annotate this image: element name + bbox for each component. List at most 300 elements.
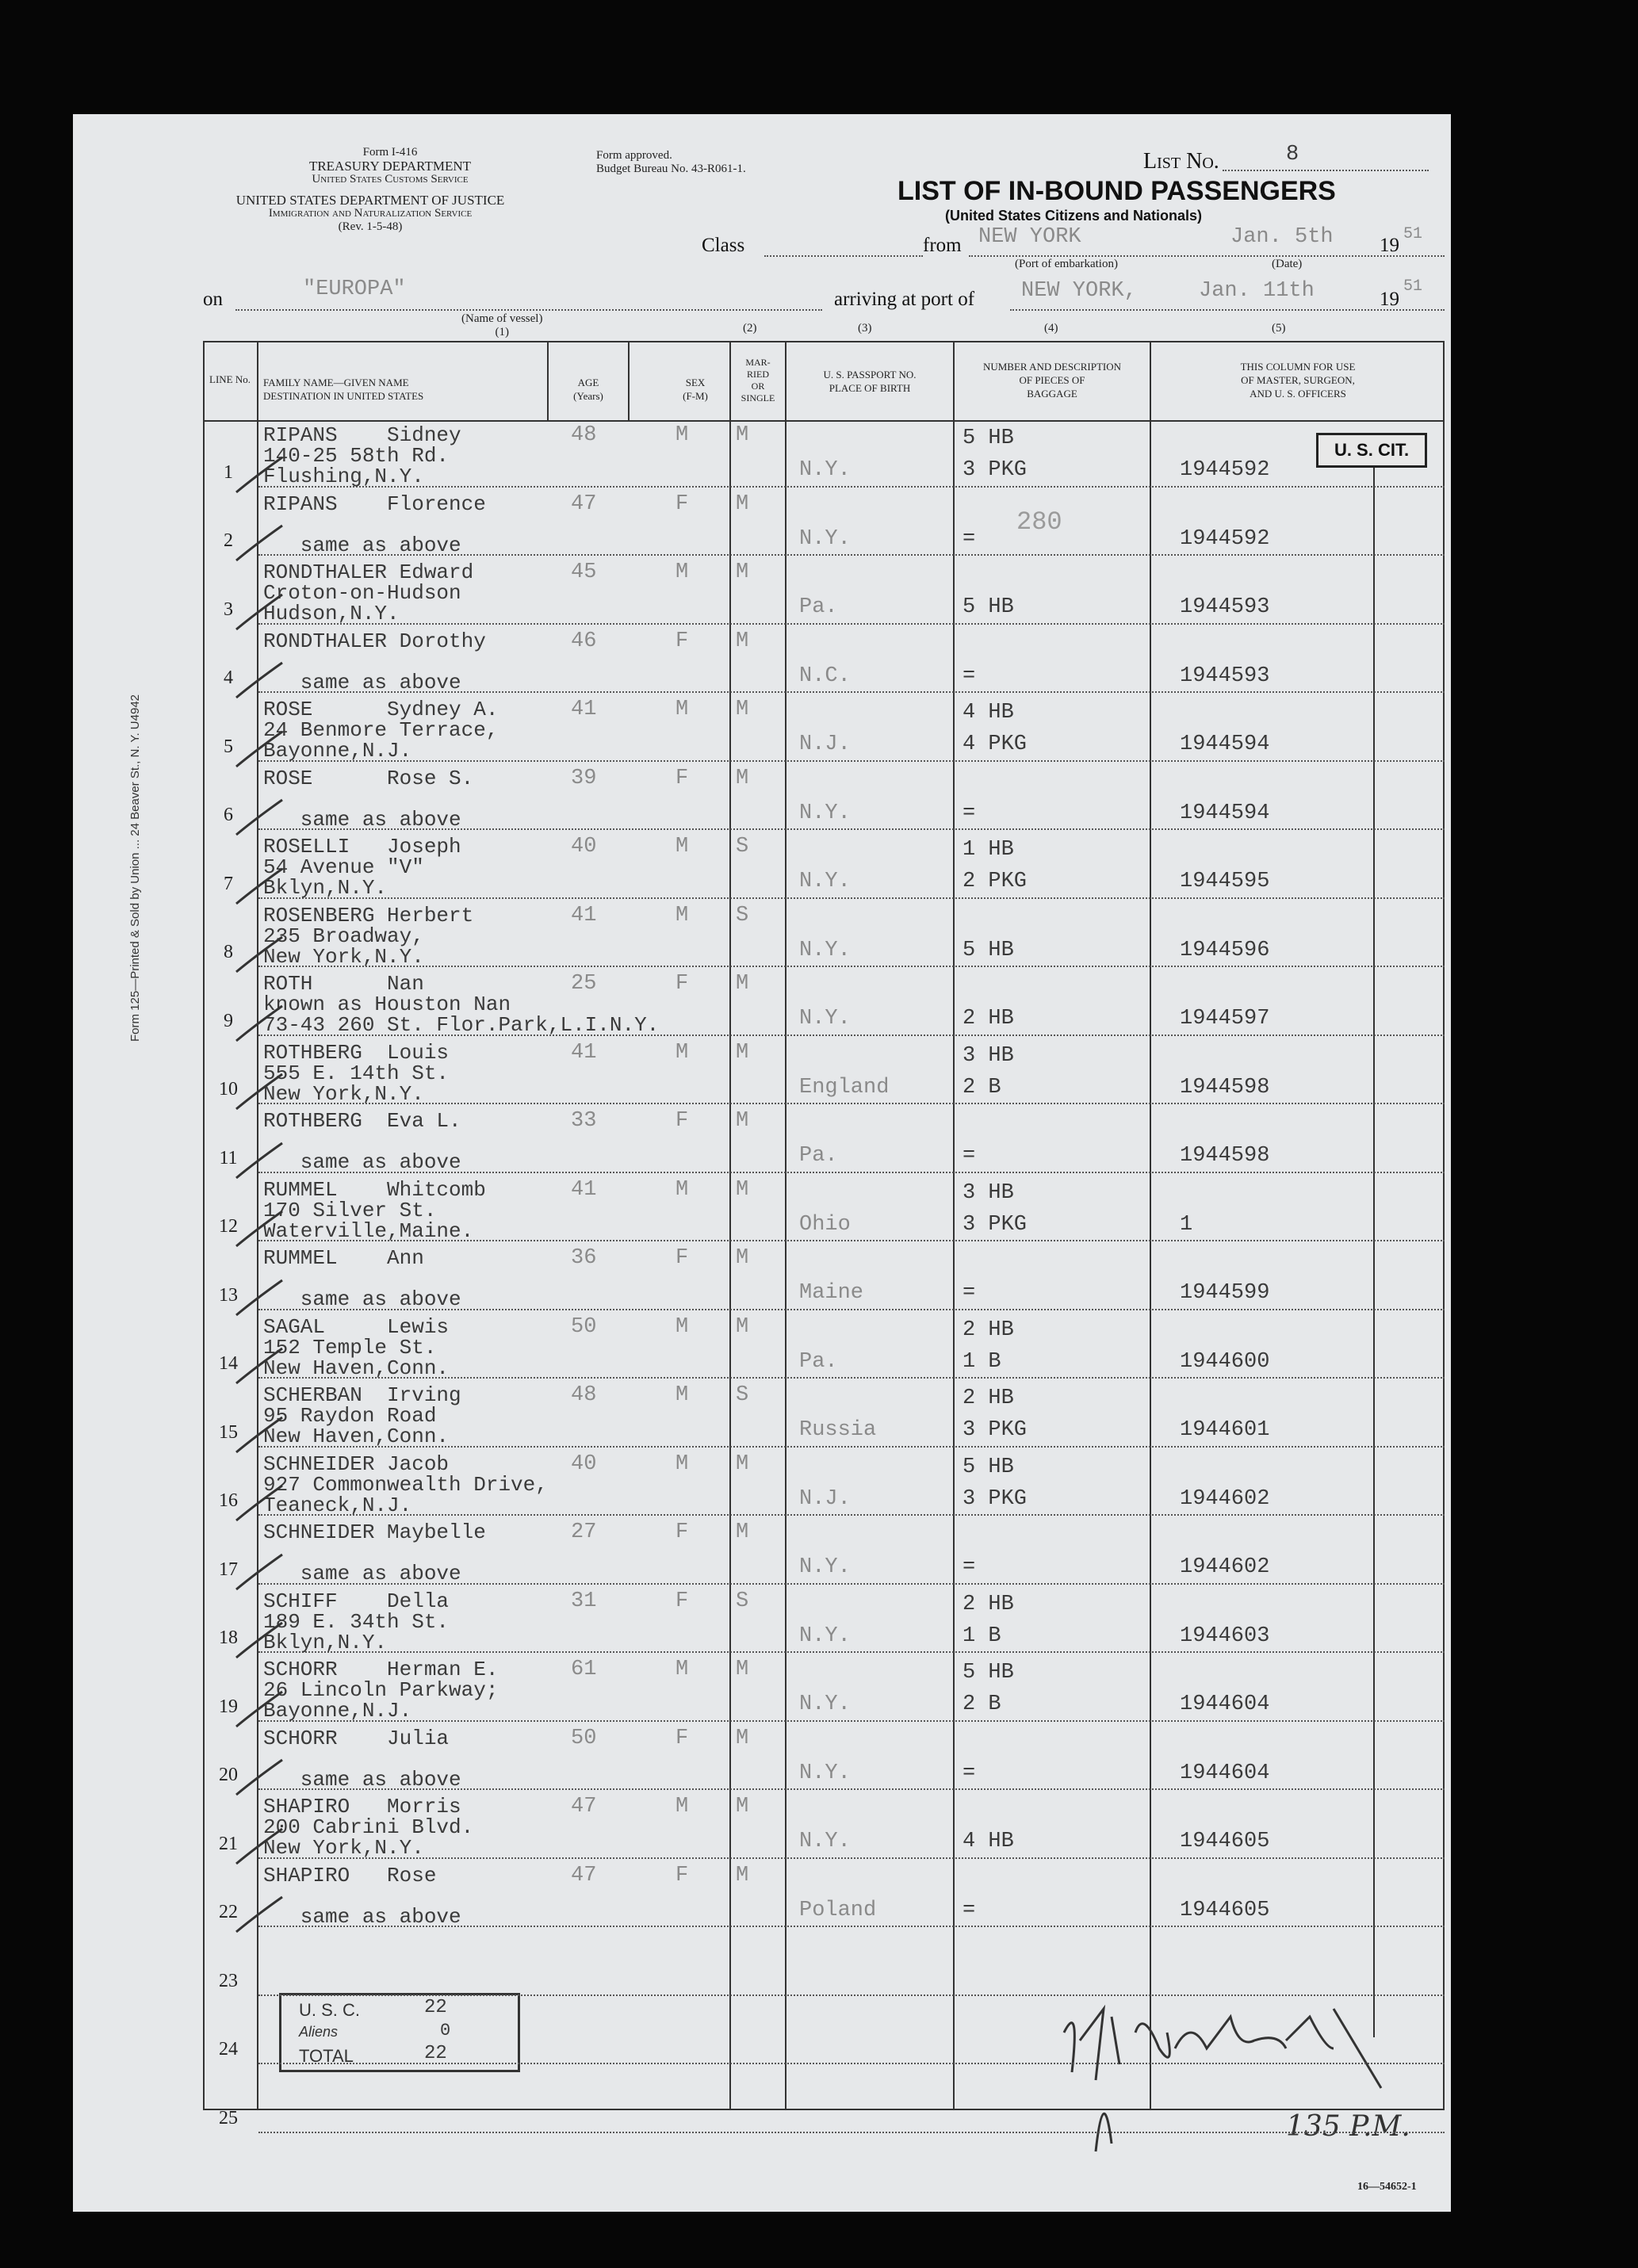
certificate-number: 1944604 (1180, 1692, 1270, 1716)
row-divider (258, 486, 1445, 488)
passenger-age: 41 (571, 1040, 597, 1065)
tally-check-mark (232, 864, 287, 912)
tally-check-mark (232, 1824, 287, 1872)
passenger-marital-status: M (736, 1520, 749, 1544)
passenger-birthplace: N.J. (799, 1486, 851, 1511)
passenger-marital-status: M (736, 1109, 749, 1133)
passenger-name: RONDTHALER Dorothy (263, 629, 486, 653)
passenger-address: 26 Lincoln Parkway; (263, 1678, 499, 1702)
passenger-age: 33 (571, 1109, 597, 1133)
passenger-destination: Hudson,N.Y. (263, 602, 400, 625)
line-number: 6 (224, 805, 233, 825)
passenger-destination: same as above (263, 1562, 461, 1585)
tally-check-mark (232, 590, 287, 637)
row-divider (258, 1720, 1445, 1722)
line-number: 2 (224, 530, 233, 551)
passenger-age: 41 (571, 1177, 597, 1202)
header-baggage: NUMBER AND DESCRIPTION OF PIECES OF BAGGAGE (982, 361, 1122, 400)
tally-check-mark (232, 658, 287, 706)
tally-check-mark (232, 1276, 287, 1323)
row-divider (258, 1651, 1445, 1653)
row-divider (258, 760, 1445, 762)
passenger-birthplace: Pa. (799, 1349, 838, 1374)
line-number: 25 (219, 2107, 238, 2128)
passenger-birthplace: Pa. (799, 1144, 838, 1168)
from-port: NEW YORK (978, 225, 1081, 249)
header-passport: U. S. PASSPORT NO. PLACE OF BIRTH (823, 369, 917, 394)
certificate-number: 1944602 (1180, 1486, 1270, 1511)
passenger-birthplace: N.Y. (799, 1761, 851, 1785)
us-citizen-stamp: U. S. CIT. (1316, 433, 1427, 468)
date-caption: (Date) (1272, 258, 1303, 270)
line-number: 13 (219, 1284, 238, 1306)
ins-service: Immigration and Naturalization Service (268, 207, 473, 220)
aliens-label: Aliens (299, 2024, 339, 2040)
vessel-caption-text: (Name of vessel) (461, 312, 543, 325)
passenger-birthplace: N.Y. (799, 1692, 851, 1716)
tally-check-mark (232, 1481, 287, 1528)
passenger-sex: M (675, 1795, 689, 1819)
passenger-birthplace: N.C. (799, 664, 851, 688)
baggage-line-2: 2 PKG (963, 870, 1028, 893)
passenger-sex: M (675, 1658, 689, 1681)
passenger-sex: F (675, 1589, 689, 1613)
row-divider (258, 623, 1445, 625)
passenger-name: ROTHBERG Louis (263, 1040, 450, 1065)
passenger-marital-status: M (736, 1726, 749, 1750)
passenger-sex: F (675, 766, 689, 790)
passenger-marital-status: M (736, 1040, 749, 1065)
certificate-number: 1944603 (1180, 1624, 1270, 1648)
passenger-birthplace: Maine (799, 1281, 864, 1305)
passenger-name: ROTHBERG Eva L. (263, 1109, 461, 1133)
from-year-prefix: 19 (1380, 235, 1399, 256)
baggage-line-2: 4 HB (963, 1830, 1014, 1853)
passenger-age: 27 (571, 1520, 597, 1544)
passenger-marital-status: M (736, 1863, 749, 1887)
passenger-name: SAGAL Lewis (263, 1314, 450, 1339)
passenger-age: 31 (571, 1589, 597, 1613)
passenger-address: 189 E. 34th St. (263, 1609, 450, 1634)
line-number: 24 (219, 2039, 238, 2060)
passenger-address: Croton-on-Hudson (263, 581, 461, 605)
list-no-value: 8 (1286, 143, 1299, 166)
tally-check-mark (232, 1550, 287, 1597)
totals-box (279, 1993, 520, 2072)
passenger-marital-status: M (736, 629, 749, 653)
line-number: 20 (219, 1765, 238, 1785)
passenger-age: 45 (571, 560, 597, 584)
baggage-line-1: 1 HB (963, 838, 1014, 862)
passenger-destination: New York,N.Y. (263, 1081, 424, 1106)
baggage-line-2: 1 B (963, 1349, 1001, 1374)
passenger-name: RONDTHALER Edward (263, 560, 474, 584)
passenger-sex: F (675, 1863, 689, 1887)
column-5-number: (5) (1272, 322, 1286, 335)
passenger-destination: Flushing,N.Y. (263, 465, 424, 488)
passenger-birthplace: N.Y. (799, 526, 851, 551)
header-name: FAMILY NAME—GIVEN NAME DESTINATION IN UNITED STATES (263, 377, 424, 402)
passenger-destination: Bayonne,N.J. (263, 739, 412, 763)
passenger-sex: F (675, 972, 689, 996)
baggage-line-1: 2 HB (963, 1592, 1014, 1616)
passenger-address: 170 Silver St. (263, 1198, 437, 1222)
passenger-sex: M (675, 1451, 689, 1476)
passenger-name: ROTH Nan (263, 972, 424, 996)
passenger-marital-status: M (736, 1658, 749, 1681)
passenger-name: SCHNEIDER Jacob (263, 1451, 450, 1476)
passenger-sex: M (675, 423, 689, 447)
passenger-destination: Waterville,Maine. (263, 1218, 474, 1243)
tally-check-mark (232, 1687, 287, 1734)
baggage-line-2: = (963, 1281, 976, 1305)
passenger-name: ROSELLI Joseph (263, 835, 461, 859)
line-number: 22 (219, 1902, 238, 1922)
port-emb-caption: (Port of embarkation) (1015, 258, 1118, 270)
passenger-marital-status: M (736, 1177, 749, 1202)
passenger-marital-status: M (736, 491, 749, 516)
tally-check-mark (232, 1138, 287, 1186)
tally-check-mark (232, 1618, 287, 1666)
passenger-marital-status: M (736, 766, 749, 790)
passenger-name: ROSE Rose S. (263, 766, 474, 790)
passenger-destination: 73-43 260 St. Flor.Park,L.I.N.Y. (263, 1013, 660, 1037)
vessel-name: "EUROPA" (303, 277, 406, 301)
passenger-marital-status: S (736, 903, 749, 927)
tally-check-mark (232, 727, 287, 774)
usc-count: 22 (424, 1997, 447, 2018)
form-header (271, 146, 509, 186)
passenger-destination: same as above (263, 670, 461, 694)
header-sex: SEX (F-M) (683, 377, 708, 402)
certificate-number: 1944592 (1180, 526, 1270, 551)
passenger-age: 61 (571, 1658, 597, 1681)
passenger-age: 40 (571, 1451, 597, 1476)
line-number: 12 (219, 1216, 238, 1237)
tally-check-mark (232, 453, 287, 500)
passenger-birthplace: England (799, 1075, 890, 1100)
baggage-line-2: 5 HB (963, 595, 1014, 619)
arrival-date: Jan. 11th (1199, 279, 1315, 303)
passenger-birthplace: Russia (799, 1418, 877, 1442)
passenger-destination: Bklyn,N.Y. (263, 1630, 388, 1654)
passenger-sex: M (675, 1383, 689, 1407)
line-number: 11 (219, 1147, 238, 1168)
tally-check-mark (232, 1755, 287, 1803)
passenger-birthplace: N.Y. (799, 458, 851, 482)
certificate-number: 1 (1180, 1212, 1193, 1237)
baggage-line-2: 3 PKG (963, 1486, 1028, 1511)
certificate-number: 1944599 (1180, 1281, 1270, 1305)
passenger-sex: M (675, 835, 689, 859)
passenger-address: 95 Raydon Road (263, 1404, 437, 1428)
line-number: 7 (224, 873, 233, 894)
passenger-name: RUMMEL Ann (263, 1246, 424, 1270)
baggage-line-2: = (963, 1555, 976, 1579)
baggage-line-2: = (963, 526, 976, 551)
column-1-number: (1) (495, 326, 509, 338)
passenger-marital-status: M (736, 972, 749, 996)
line-number: 3 (224, 599, 233, 620)
baggage-line-2: 5 HB (963, 938, 1014, 962)
header-line-no: LINE No. (209, 373, 251, 385)
line-number: 10 (219, 1079, 238, 1100)
row-divider (258, 1857, 1445, 1859)
passenger-address: 927 Commonwealth Drive, (263, 1472, 548, 1497)
certificate-number: 1944597 (1180, 1007, 1270, 1031)
passenger-age: 25 (571, 972, 597, 996)
baggage-line-1: 3 HB (963, 1180, 1014, 1205)
passenger-birthplace: N.Y. (799, 1830, 851, 1853)
baggage-line-2: = (963, 1761, 976, 1785)
passenger-destination: New York,N.Y. (263, 944, 424, 969)
form-number: Form I-416 (362, 146, 418, 159)
passenger-marital-status: M (736, 1795, 749, 1819)
column-3-number: (3) (858, 322, 872, 335)
passenger-age: 47 (571, 1795, 597, 1819)
passenger-address: 235 Broadway, (263, 924, 424, 948)
passenger-sex: M (675, 698, 689, 721)
aliens-count: 0 (440, 2021, 451, 2040)
passenger-birthplace: N.J. (799, 732, 851, 756)
arrival-year: 51 (1403, 277, 1423, 296)
line-number: 9 (224, 1010, 233, 1031)
passenger-name: SHAPIRO Rose (263, 1863, 437, 1887)
passenger-sex: M (675, 1040, 689, 1065)
passenger-age: 48 (571, 423, 597, 447)
passenger-sex: M (675, 560, 689, 584)
baggage-line-2: = (963, 1898, 976, 1922)
justice-dept: UNITED STATES DEPARTMENT OF JUSTICE (235, 193, 505, 208)
passenger-sex: F (675, 491, 689, 516)
line-number: 18 (219, 1627, 238, 1648)
passenger-name: ROSENBERG Herbert (263, 903, 474, 927)
row-divider (258, 1103, 1445, 1104)
passenger-marital-status: S (736, 1589, 749, 1613)
page-title: LIST OF IN-BOUND PASSENGERS (897, 176, 1336, 206)
page-subtitle: (United States Citizens and Nationals) (945, 208, 1203, 224)
baggage-line-2: = (963, 1144, 976, 1168)
certificate-number: 1944595 (1180, 870, 1270, 893)
line-number: 15 (219, 1421, 238, 1443)
passenger-name: SCHERBAN Irving (263, 1383, 461, 1407)
revision: (Rev. 1-5-48) (338, 220, 403, 233)
passenger-address: 152 Temple St. (263, 1335, 437, 1360)
vessel-caption (461, 312, 542, 339)
passenger-destination: same as above (263, 533, 461, 557)
passenger-sex: M (675, 1314, 689, 1339)
baggage-line-2: 4 PKG (963, 732, 1028, 756)
manifest-sheet (73, 114, 1451, 2212)
signature-note: 135 P.M. (1286, 2110, 1410, 2143)
certificate-number: 1944594 (1180, 801, 1270, 825)
tally-check-mark (232, 795, 287, 843)
class-label: Class (702, 235, 745, 256)
passenger-birthplace: N.Y. (799, 1007, 851, 1031)
passenger-birthplace: Poland (799, 1898, 877, 1922)
baggage-line-2: 1 B (963, 1624, 1001, 1648)
line-number: 1 (224, 461, 233, 483)
column-2-number: (2) (743, 322, 757, 335)
passenger-destination: same as above (263, 1150, 461, 1174)
row-divider (258, 2063, 1445, 2064)
passenger-address: known as Houston Nan (263, 992, 511, 1016)
certificate-number: 1944598 (1180, 1144, 1270, 1168)
line-number: 14 (219, 1353, 238, 1374)
from-date: Jan. 5th (1230, 225, 1334, 249)
line-number: 23 (219, 1970, 238, 1991)
list-no-label: List No. (1143, 149, 1219, 174)
officer-signature (1048, 1985, 1445, 2175)
approval-block (596, 149, 746, 176)
baggage-line-2: 2 HB (963, 1007, 1014, 1031)
passenger-name: SCHIFF Della (263, 1589, 450, 1613)
passenger-marital-status: S (736, 1383, 749, 1407)
column-4-number: (4) (1044, 322, 1058, 335)
baggage-line-1: 4 HB (963, 701, 1014, 725)
passenger-sex: F (675, 1109, 689, 1133)
baggage-line-1: 5 HB (963, 426, 1014, 450)
baggage-line-2: 2 B (963, 1692, 1001, 1716)
line-number: 4 (224, 667, 233, 688)
passenger-destination: Bklyn,N.Y. (263, 876, 388, 900)
passenger-age: 41 (571, 903, 597, 927)
passenger-age: 47 (571, 1863, 597, 1887)
passenger-age: 48 (571, 1383, 597, 1407)
row-divider (258, 2132, 1445, 2133)
certificate-number: 1944598 (1180, 1075, 1270, 1100)
tally-check-mark (232, 521, 287, 568)
passenger-age: 39 (571, 766, 597, 790)
line-number: 19 (219, 1696, 238, 1717)
passenger-address: 140-25 58th Rd. (263, 444, 450, 468)
passenger-marital-status: M (736, 560, 749, 584)
passenger-sex: M (675, 903, 689, 927)
form-approved: Form approved. (596, 149, 672, 162)
baggage-line-1: 5 HB (963, 1661, 1014, 1685)
tally-check-mark (232, 1207, 287, 1254)
treasury-dept: TREASURY DEPARTMENT (308, 159, 472, 174)
certificate-number: 1944593 (1180, 664, 1270, 688)
header-married: MAR- RIED OR SINGLE (741, 357, 775, 403)
passenger-destination: New York,N.Y. (263, 1836, 424, 1860)
tally-check-mark (232, 1344, 287, 1391)
footer-code: 16—54652-1 (1357, 2181, 1417, 2193)
baggage-line-2: = (963, 801, 976, 825)
passenger-birthplace: N.Y. (799, 801, 851, 825)
passenger-birthplace: Pa. (799, 595, 838, 619)
justice-header (200, 193, 541, 234)
line-number: 8 (224, 942, 233, 962)
header-age: AGE (Years) (573, 377, 603, 402)
passenger-destination: Teaneck,N.J. (263, 1493, 412, 1517)
from-year: 51 (1403, 225, 1423, 243)
tally-check-mark (232, 1069, 287, 1117)
baggage-line-2: 3 PKG (963, 458, 1028, 482)
row-divider (258, 1514, 1445, 1516)
baggage-line-2: 3 PKG (963, 1212, 1028, 1237)
passenger-marital-status: M (736, 1314, 749, 1339)
passenger-age: 41 (571, 698, 597, 721)
line-number: 5 (224, 736, 233, 757)
passenger-name: SCHORR Julia (263, 1726, 450, 1750)
passenger-age: 50 (571, 1314, 597, 1339)
baggage-line-2: = (963, 664, 976, 688)
passenger-age: 40 (571, 835, 597, 859)
passenger-name: SCHNEIDER Maybelle (263, 1520, 486, 1544)
certificate-number: 1944594 (1180, 732, 1270, 756)
passenger-destination: same as above (263, 1287, 461, 1311)
tally-check-mark (232, 1001, 287, 1049)
passenger-birthplace: N.Y. (799, 870, 851, 893)
passenger-name: RIPANS Florence (263, 491, 486, 516)
line-number: 16 (219, 1490, 238, 1511)
passenger-destination: same as above (263, 1904, 461, 1929)
passenger-marital-status: M (736, 698, 749, 721)
arrival-port: NEW YORK, (1021, 279, 1137, 303)
passenger-name: SHAPIRO Morris (263, 1795, 461, 1819)
passenger-marital-status: M (736, 423, 749, 447)
row-divider (258, 966, 1445, 967)
arriving-label: arriving at port of (834, 289, 975, 310)
certificate-number: 1944596 (1180, 938, 1270, 962)
passenger-age: 50 (571, 1726, 597, 1750)
baggage-line-1: 3 HB (963, 1043, 1014, 1068)
passenger-destination: New Haven,Conn. (263, 1356, 450, 1380)
passenger-sex: F (675, 1520, 689, 1544)
budget-bureau: Budget Bureau No. 43-R061-1. (596, 163, 746, 175)
tally-check-mark (232, 1413, 287, 1460)
baggage-line-1: 2 HB (963, 1318, 1014, 1342)
passenger-name: RIPANS Sidney (263, 423, 461, 447)
from-label: from (923, 235, 962, 256)
arrival-year-prefix: 19 (1380, 289, 1399, 310)
printer-imprint: Form 125—Printed & Sold by Union ... 24 Beaver St., N. Y. U4942 (128, 694, 142, 1042)
passenger-sex: F (675, 1726, 689, 1750)
certificate-number: 1944604 (1180, 1761, 1270, 1785)
line-number: 17 (219, 1559, 238, 1580)
passenger-destination: New Haven,Conn. (263, 1425, 450, 1448)
certificate-number: 1944593 (1180, 595, 1270, 619)
passenger-address: 555 E. 14th St. (263, 1061, 450, 1085)
baggage-line-1: 2 HB (963, 1386, 1014, 1410)
row-divider (258, 897, 1445, 899)
passenger-birthplace: N.Y. (799, 1555, 851, 1579)
passenger-birthplace: Ohio (799, 1212, 851, 1237)
baggage-line-2: 2 B (963, 1075, 1001, 1100)
on-label: on (203, 289, 223, 310)
passenger-marital-status: M (736, 1246, 749, 1270)
passenger-sex: M (675, 1177, 689, 1202)
total-label: TOTAL (299, 2046, 354, 2066)
passenger-age: 36 (571, 1246, 597, 1270)
passenger-address: 54 Avenue "V" (263, 855, 424, 879)
passenger-marital-status: M (736, 1451, 749, 1476)
tally-check-mark (232, 932, 287, 980)
passenger-age: 46 (571, 629, 597, 653)
total-count: 22 (424, 2043, 447, 2064)
certificate-number: 1944605 (1180, 1898, 1270, 1922)
certificate-number: 1944592 (1180, 458, 1270, 482)
header-officers: THIS COLUMN FOR USE OF MASTER, SURGEON, AND U. S. OFFICERS (1240, 361, 1356, 400)
passenger-name: RUMMEL Whitcomb (263, 1177, 486, 1202)
passenger-birthplace: N.Y. (799, 1624, 851, 1648)
stamped-number: 280 (1016, 507, 1062, 537)
passenger-destination: Bayonne,N.J. (263, 1699, 412, 1723)
passenger-name: SCHORR Herman E. (263, 1658, 499, 1681)
customs-service: United States Customs Service (312, 173, 469, 185)
passenger-address: 200 Cabrini Blvd. (263, 1815, 474, 1839)
